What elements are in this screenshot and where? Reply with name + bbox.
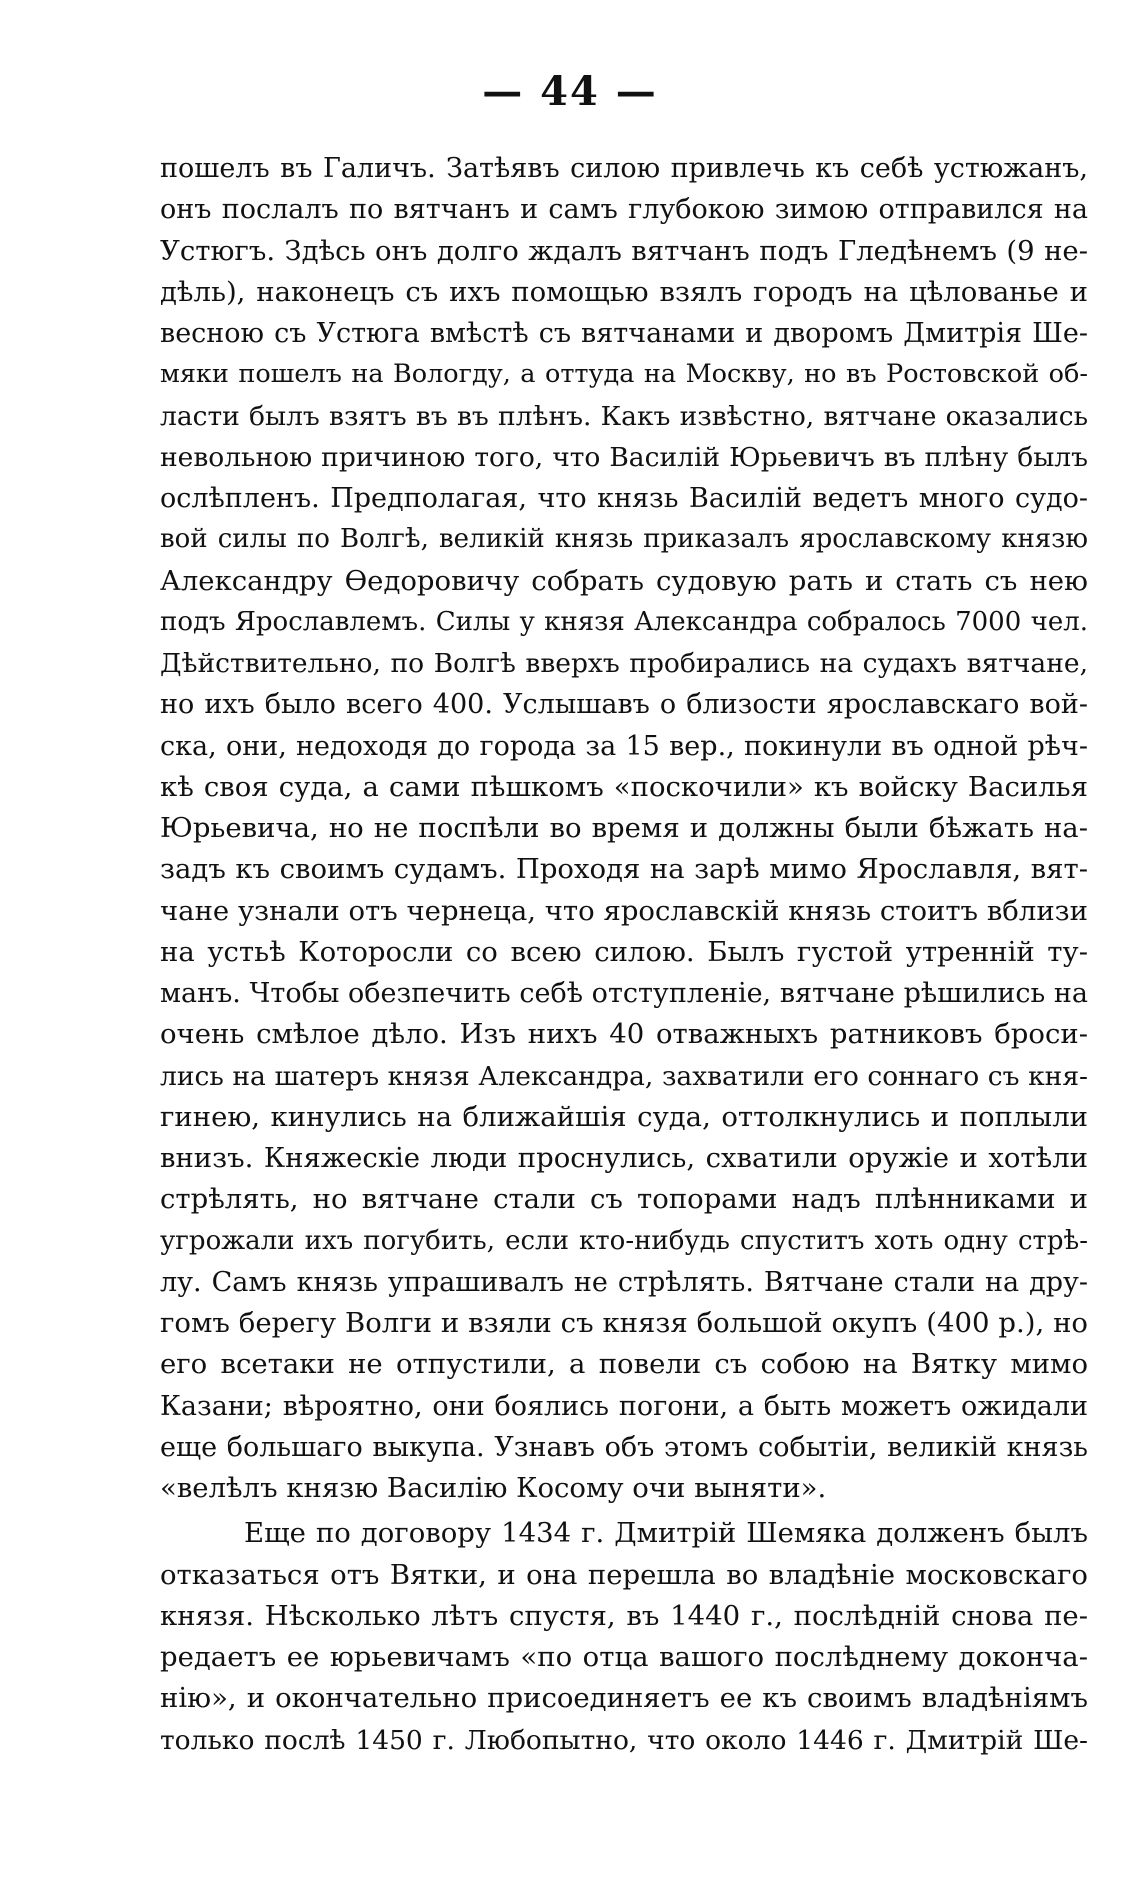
text-line: нію», и окончательно присоединяетъ ее къ своимъ владѣніямъ: [160, 1682, 1088, 1715]
text-line: ска, они, недоходя до города за 15 вер., покинули въ одной рѣч-: [160, 730, 1088, 762]
text-line: задъ къ своимъ судамъ. Проходя на зарѣ мимо Ярославля, вят-: [160, 853, 1088, 886]
text-line: внизъ. Княжескіе люди проснулись, схватили оружіе и хотѣли: [160, 1142, 1088, 1174]
text-line: Александру Өедоровичу собрать судовую рать и стать съ нею: [160, 564, 1088, 597]
text-line: Устюгъ. Здѣсь онъ долго ждалъ вятчанъ подъ Гледѣнемъ (9 не-: [160, 234, 1088, 267]
paragraph-1: [160, 148, 1088, 1509]
text-line: еще большаго выкупа. Узнавъ объ этомъ событіи, великій князь: [160, 1431, 1088, 1463]
text-line: гинею, кинулись на ближайшія суда, оттолкнулись и поплыли: [160, 1100, 1088, 1133]
text-line: отказаться отъ Вятки, и она перешла во владѣніе московскаго: [160, 1558, 1088, 1591]
text-line: князя. Нѣсколько лѣтъ спустя, въ 1440 г., послѣдній снова пе-: [160, 1599, 1088, 1632]
text-line: Казани; вѣроятно, они боялись погони, а быть можетъ ожидали: [160, 1390, 1088, 1422]
text-line: Дѣйствительно, по Волгѣ вверхъ пробирались на судахъ вятчане,: [160, 648, 1088, 679]
text-line: мяки пошелъ на Вологду, а оттуда на Москву, но въ Ростовской об-: [160, 359, 1088, 390]
text-line: гомъ берегу Волги и взяли съ князя большой окупъ (400 р.), но: [160, 1307, 1088, 1339]
text-line: ласти былъ взятъ въ въ плѣнъ. Какъ извѣстно, вятчане оказались: [160, 400, 1088, 432]
text-line: очень смѣлое дѣло. Изъ нихъ 40 отважныхъ ратниковъ броси-: [160, 1018, 1088, 1051]
text-line: пошелъ въ Галичъ. Затѣявъ силою привлечь къ себѣ устюжанъ,: [160, 153, 1088, 184]
text-line: ослѣпленъ. Предполагая, что князь Василій ведетъ много судо-: [160, 483, 1088, 514]
text-line: манъ. Чтобы обезпечить себѣ отступленіе, вятчане рѣшились на: [160, 978, 1088, 1009]
text-line: дѣль), наконецъ съ ихъ помощью взялъ городъ на цѣлованье и: [160, 275, 1088, 308]
text-line: угрожали ихъ погубить, если кто-нибудь спуститъ хоть одну стрѣ-: [160, 1225, 1088, 1256]
text-line: лу. Самъ князь упрашивалъ не стрѣлять. Вятчане стали на дру-: [160, 1266, 1088, 1298]
text-line: «велѣлъ князю Василію Косому очи выняти».: [160, 1472, 827, 1504]
text-line: редаетъ ее юрьевичамъ «по отца вашого послѣднему докончa-: [160, 1641, 1088, 1673]
text-line: Еще по договору 1434 г. Дмитрій Шемяка долженъ былъ: [244, 1517, 1088, 1550]
text-line: невольною причиною того, что Василій Юрьевичъ въ плѣну былъ: [160, 441, 1088, 473]
text-line: чане узнали отъ чернеца, что ярославскій князь стоитъ вблизи: [160, 894, 1088, 927]
paragraph-2: [160, 1513, 1088, 1761]
text-line: кѣ своя суда, а сами пѣшкомъ «поскочили» къ войску Василья: [160, 770, 1088, 803]
text-line: но ихъ было всего 400. Услышавъ о близости ярославскаго вой-: [160, 689, 1088, 721]
text-line: стрѣлять, но вятчане стали съ топорами надъ плѣнниками и: [160, 1183, 1088, 1216]
text-line: весною съ Устюга вмѣстѣ съ вятчанами и дворомъ Дмитрія Ше-: [160, 318, 1088, 349]
text-line: онъ послалъ по вятчанъ и самъ глубокою зимою отправился на: [160, 194, 1088, 226]
text-line: вой силы по Волгѣ, великій князь приказалъ ярославскому князю: [160, 524, 1088, 555]
page-number: — 44 —: [482, 68, 658, 115]
text-line: на устьѣ Которосли со всею силою. Былъ густой утренній ту-: [160, 935, 1088, 968]
text-line: его всетаки не отпустили, а повели съ собою на Вятку мимо: [160, 1348, 1088, 1381]
text-line: Юрьевича, но не поспѣли во время и должны были бѣжать на-: [160, 812, 1088, 844]
text-line: подъ Ярославлемъ. Силы у князя Александра собралось 7000 чел.: [160, 606, 1088, 637]
text-line: лись на шатеръ князя Александра, захватили его соннаго съ кня-: [160, 1060, 1088, 1092]
text-line: только послѣ 1450 г. Любопытно, что около 1446 г. Дмитрій Ше-: [160, 1724, 1088, 1756]
body-text: [160, 148, 1088, 1761]
